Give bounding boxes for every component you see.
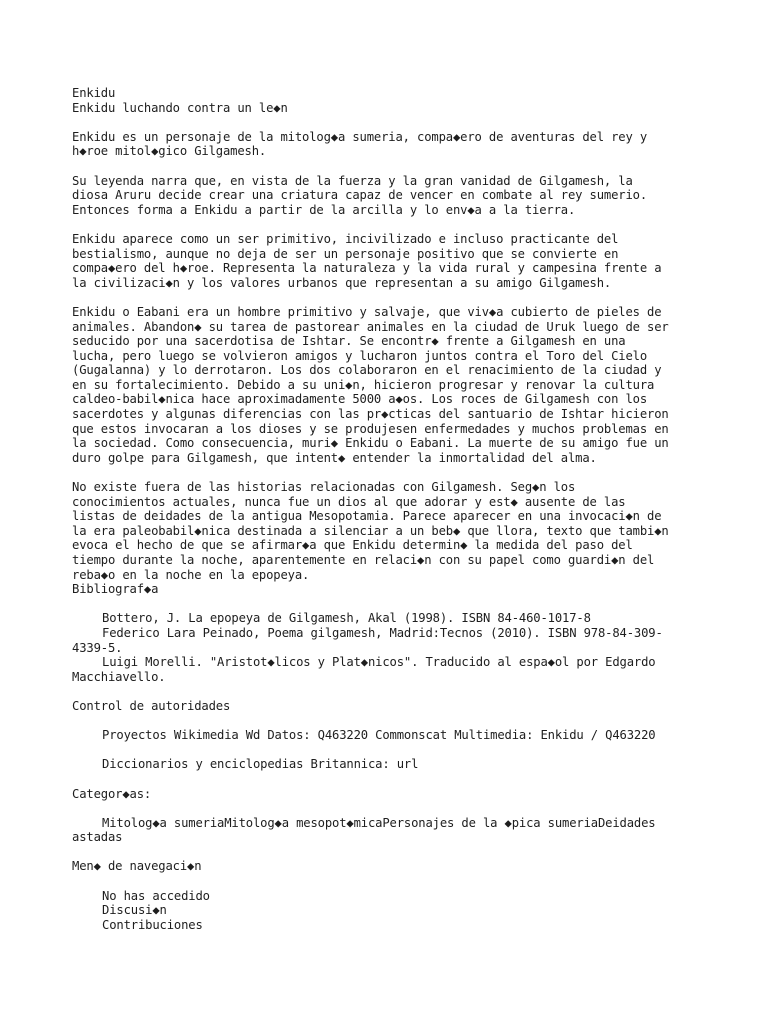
text-line: lucha, pero luego se volvieron amigos y lucharon juntos contra el Toro del Cielo xyxy=(72,348,647,363)
text-line: seducido por una sacerdotisa de Ishtar. Se encontr◆ frente a Gilgamesh en una xyxy=(72,334,626,349)
text-line: duro golpe para Gilgamesh, que intent◆ entender la inmortalidad del alma. xyxy=(72,450,597,465)
text-line: Macchiavello. xyxy=(72,669,166,684)
text-line: conocimientos actuales, nunca fue un dios al que adorar y est◆ ausente de las xyxy=(72,494,626,509)
authority-item-dictionaries[interactable]: Diccionarios y enciclopedias Britannica: url xyxy=(102,757,419,772)
text-line: Federico Lara Peinado, Poema gilgamesh, Madrid:Tecnos (2010). ISBN 978-84-309- xyxy=(102,625,663,640)
bibliography-entry xyxy=(72,655,702,684)
bibliography-heading: Bibliograf◆a xyxy=(72,582,159,597)
bibliography-entry xyxy=(72,626,702,655)
paragraph-nature xyxy=(72,232,702,290)
paragraph-intro xyxy=(72,130,702,159)
text-line: Su leyenda narra que, en vista de la fuerza y la gran vanidad de Gilgamesh, la xyxy=(72,173,633,188)
text-line: 4339-5. xyxy=(72,640,123,655)
bibliography-section xyxy=(72,582,702,684)
text-line: evoca el hecho de que se afirmar◆a que Enkidu determin◆ la medida del paso del xyxy=(72,538,633,553)
navigation-section xyxy=(72,859,702,932)
paragraph-legend xyxy=(72,174,702,218)
text-line: listas de deidades de la antigua Mesopotamia. Parece aparecer en una invocaci◆n de xyxy=(72,509,662,524)
text-line: No existe fuera de las historias relacionadas con Gilgamesh. Seg◆n los xyxy=(72,480,576,495)
text-line: Bottero, J. La epopeya de Gilgamesh, Akal (1998). ISBN 84-460-1017-8 xyxy=(102,611,591,626)
image-caption: Enkidu luchando contra un le◆n xyxy=(72,100,288,115)
text-line: la era paleobabil◆nica destinada a silenciar a un beb◆ que llora, texto que tambi◆n xyxy=(72,523,669,538)
header-block xyxy=(72,86,702,115)
text-line: reba◆o en la noche en la epopeya. xyxy=(72,567,310,582)
text-line: la civilizaci◆n y los valores urbanos que representan a su amigo Gilgamesh. xyxy=(72,275,612,290)
categories-heading: Categor◆as: xyxy=(72,786,152,801)
text-line: tiempo durante la noche, aparentemente en relaci◆n con su papel como guardi◆n del xyxy=(72,553,655,567)
text-line: Enkidu aparece como un ser primitivo, incivilizado e incluso practicante del xyxy=(72,231,619,246)
text-line: h◆roe mitol◆gico Gilgamesh. xyxy=(72,144,267,159)
text-line: la sociedad. Como consecuencia, muri◆ Enkidu o Eabani. La muerte de su amigo fue un xyxy=(72,436,669,451)
text-line: diosa Aruru decide crear una criatura capaz de vencer en combate al rey sumerio. xyxy=(72,188,647,203)
text-line: Entonces forma a Enkidu a partir de la arcilla y lo env◆a a la tierra. xyxy=(72,202,576,217)
authority-heading: Control de autoridades xyxy=(72,698,231,713)
text-line: compa◆ero del h◆roe. Representa la naturaleza y la vida rural y campesina frente a xyxy=(72,261,662,276)
text-line: Enkidu o Eabani era un hombre primitivo y salvaje, que viv◆a cubierto de pieles de xyxy=(72,304,662,319)
text-line: que estos invocaran a los dioses y se produjesen enfermedades y muchos problemas en xyxy=(72,421,669,436)
navigation-heading: Men◆ de navegaci◆n xyxy=(72,859,202,874)
authority-section xyxy=(72,699,702,772)
categories-links[interactable]: Mitolog◆a sumeriaMitolog◆a mesopot◆micaPersonajes de la ◆pica sumeriaDeidades xyxy=(102,815,656,830)
text-line: Enkidu es un personaje de la mitolog◆a sumeria, compa◆ero de aventuras del rey y xyxy=(72,129,647,144)
authority-item-wikimedia[interactable]: Proyectos Wikimedia Wd Datos: Q463220 Commonscat Multimedia: Enkidu / Q463220 xyxy=(102,728,656,743)
text-line: Luigi Morelli. "Aristot◆licos y Plat◆nicos". Traducido al espa◆ol por Edgardo xyxy=(102,655,656,670)
text-line: sacerdotes y algunas diferencias con las pr◆cticas del santuario de Ishtar hicieron xyxy=(72,407,669,422)
categories-links-continued[interactable]: astadas xyxy=(72,830,123,845)
nav-item-discussion[interactable]: Discusi◆n xyxy=(102,903,167,918)
nav-item-contributions[interactable]: Contribuciones xyxy=(102,917,203,932)
nav-item-not-logged-in: No has accedido xyxy=(102,888,210,903)
document-body xyxy=(72,86,702,947)
paragraph-history xyxy=(72,480,702,582)
text-line: (Gugalanna) y lo derrotaron. Los dos colaboraron en el renacimiento de la ciudad y xyxy=(72,363,662,378)
page-title: Enkidu xyxy=(72,86,116,100)
bibliography-entry xyxy=(72,611,702,626)
text-line: bestialismo, aunque no deja de ser un personaje positivo que se convierte en xyxy=(72,246,619,261)
text-line: caldeo-babil◆nica hace aproximadamente 5000 a◆os. Los roces de Gilgamesh con los xyxy=(72,392,647,407)
paragraph-eabani xyxy=(72,305,702,466)
categories-section xyxy=(72,787,702,845)
text-line: en su fortalecimiento. Debido a su uni◆n, hicieron progresar y renovar la cultura xyxy=(72,377,655,392)
text-line: animales. Abandon◆ su tarea de pastorear animales en la ciudad de Uruk luego de ser xyxy=(72,319,669,334)
